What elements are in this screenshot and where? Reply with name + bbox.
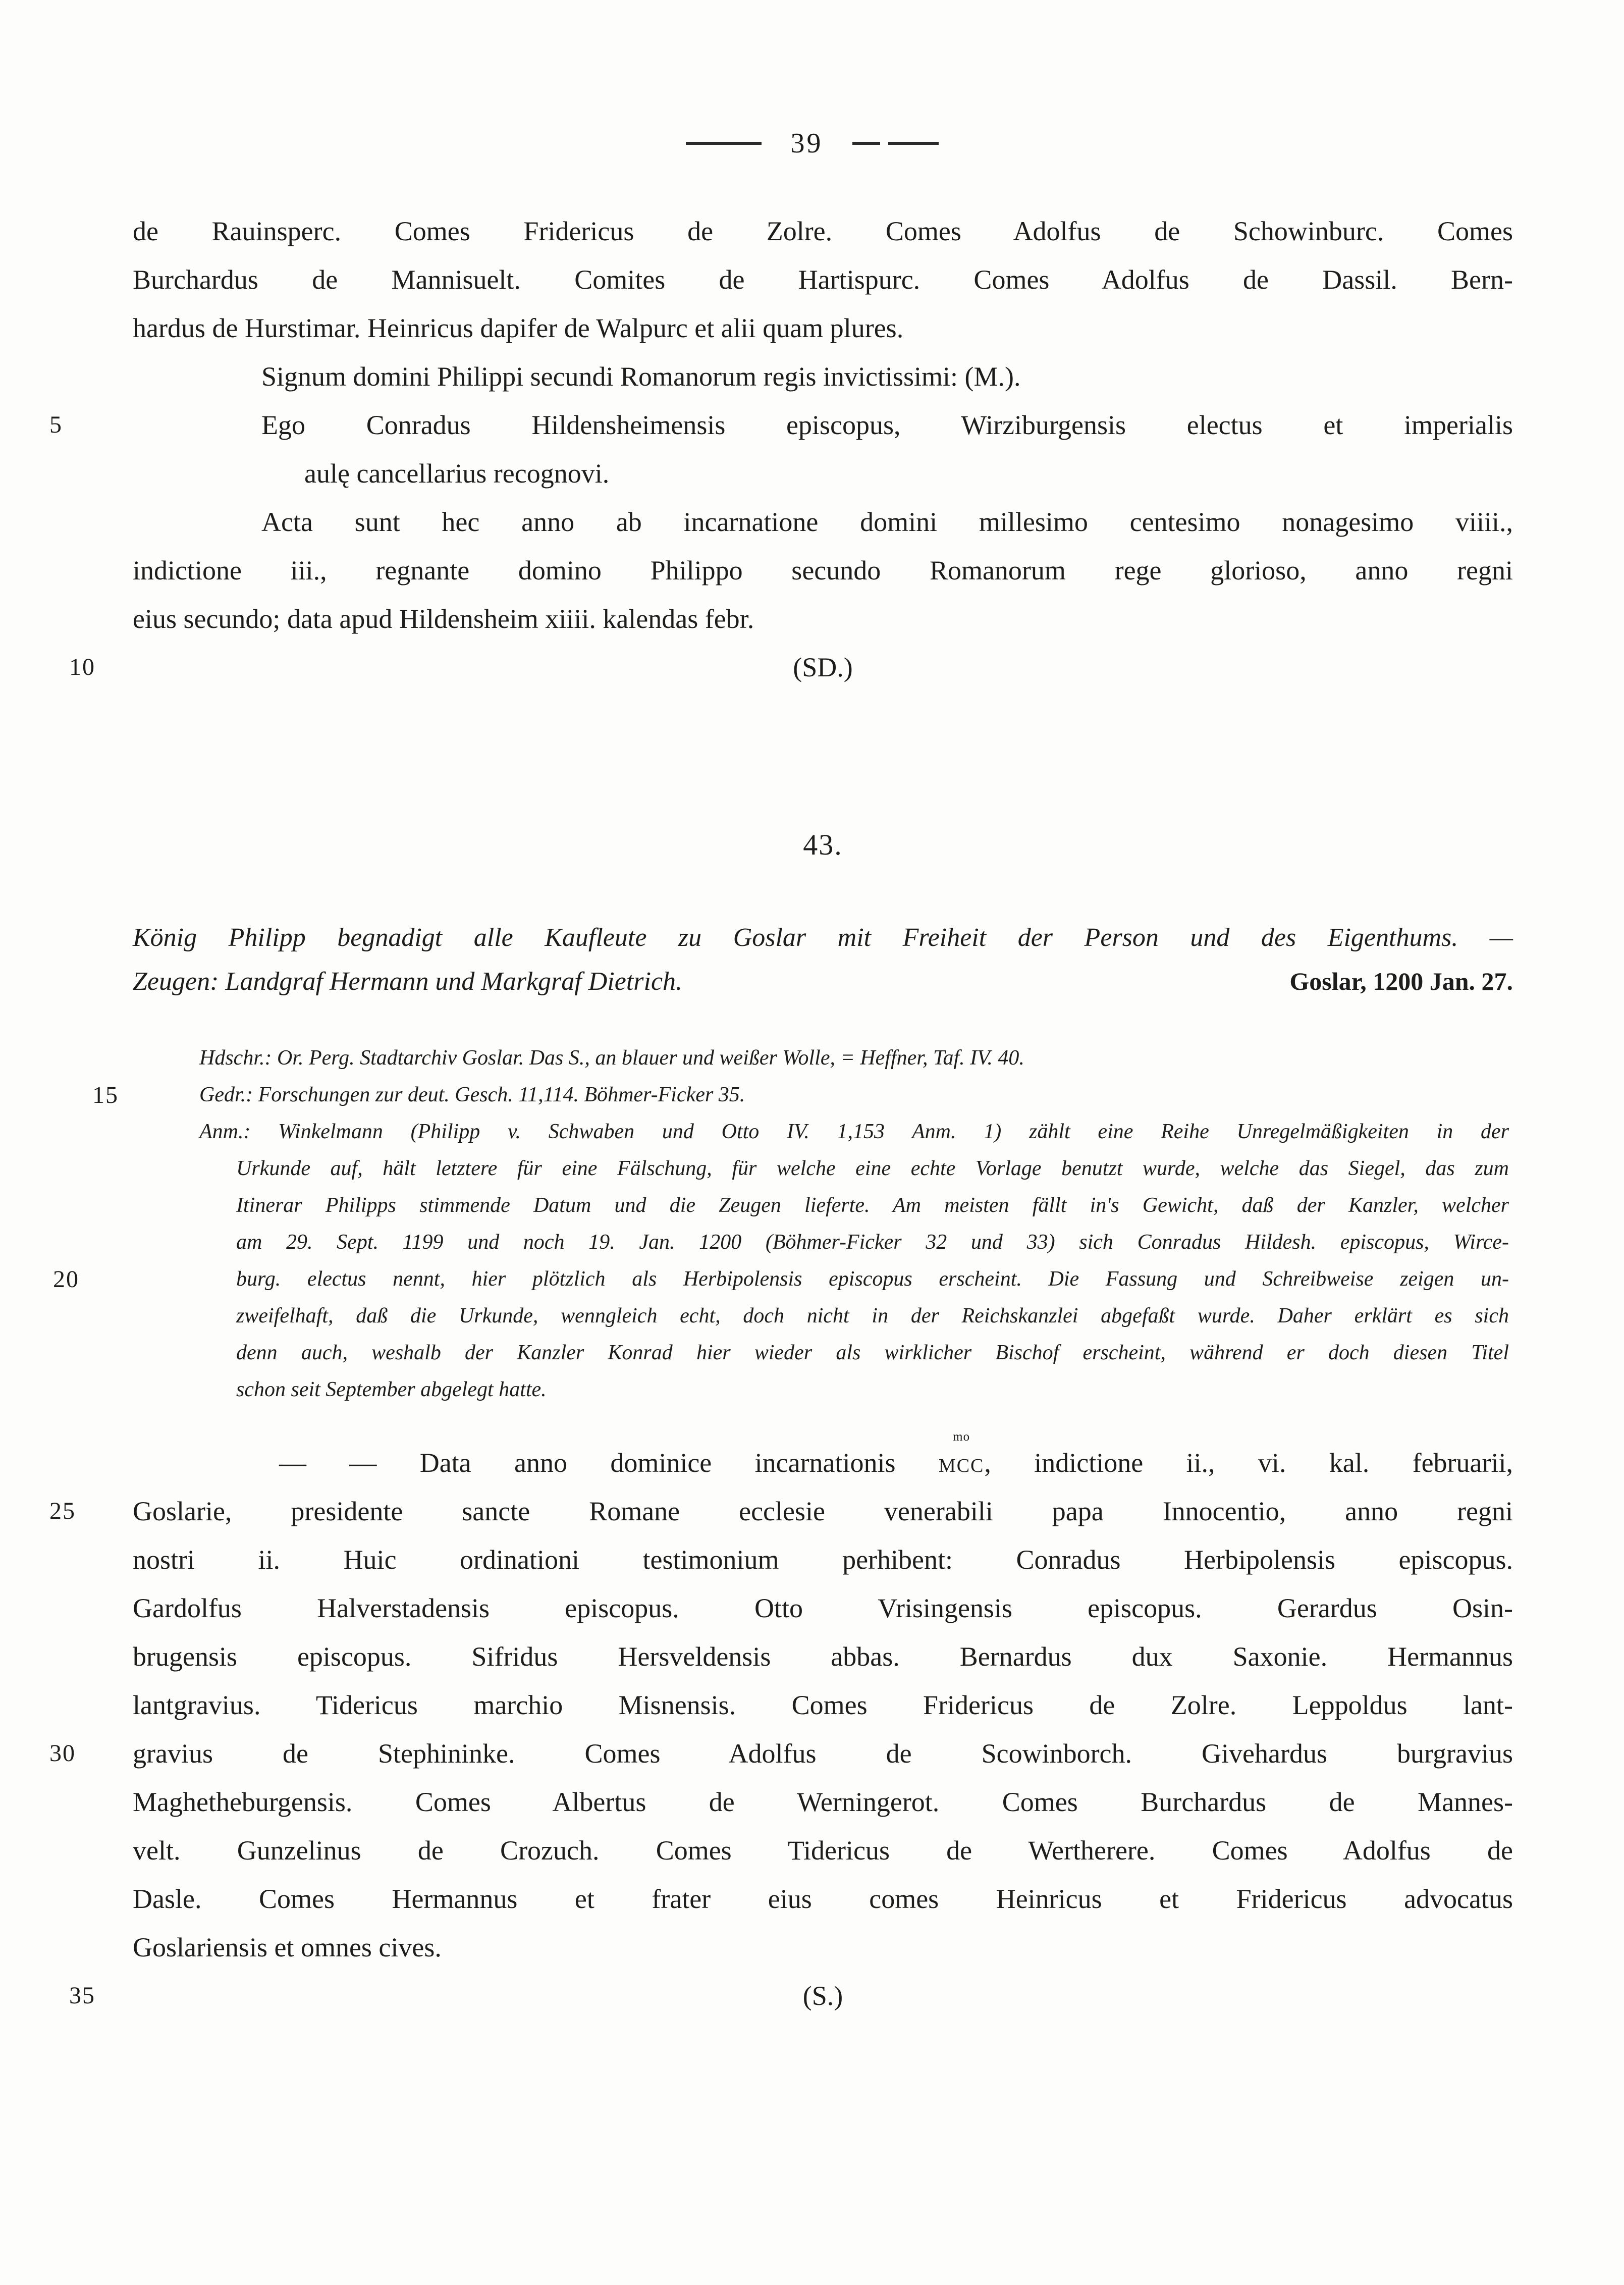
charter-42-continuation xyxy=(49,207,1513,692)
margin-line-number-25: 25 xyxy=(49,1498,76,1524)
header-rule-left xyxy=(686,142,762,145)
text-line: Gardolfus Halverstadensis episcopus. Otto Vrisingensis episcopus. Gerardus Osin- xyxy=(133,1593,1513,1623)
seal-mark-line xyxy=(69,1972,1513,2020)
text-line: aulę cancellarius recognovi. xyxy=(304,458,610,489)
roman-numeral-mcc xyxy=(938,1429,985,1487)
seal-mark-line xyxy=(69,643,1513,692)
margin-line-number-10: 10 xyxy=(69,654,95,680)
mcc-superscript: mo xyxy=(953,1429,970,1444)
regest-text: Zeugen: Landgraf Hermann und Markgraf Dietrich. xyxy=(133,967,683,996)
text-line: Burchardus de Mannisuelt. Comites de Hartispurc. Comes Adolfus de Dassil. Bern- xyxy=(133,264,1513,295)
text-line: hardus de Hurstimar. Heinricus dapifer de Walpurc et alii quam plures. xyxy=(133,313,904,343)
apparatus-gedr-line xyxy=(92,1077,1509,1113)
margin-line-number-30: 30 xyxy=(49,1740,76,1767)
header-rule-right xyxy=(852,142,939,145)
regest xyxy=(133,916,1513,1003)
line-text: Gedr.: Forschungen zur deut. Gesch. 11,114. Böhmer-Ficker 35. xyxy=(199,1083,745,1106)
apparatus-anm-line: zweifelhaft, daß die Urkunde, wenngleich echt, doch nicht in der Reichskanzlei abgefaßt wurde. Daher erklärt es sich xyxy=(236,1304,1509,1327)
mcc-base: mcc xyxy=(938,1448,985,1478)
apparatus-anm-line: Itinerar Philipps stimmende Datum und die Zeugen lieferte. Am meisten fällt in's Gewicht, daß der Kanzler, welcher xyxy=(236,1194,1509,1217)
text-line: Dasle. Comes Hermannus et frater eius comes Heinricus et Fridericus advocatus xyxy=(133,1884,1513,1914)
charter-43-text xyxy=(49,1429,1513,2020)
text-line: Maghetheburgensis. Comes Albertus de Werningerot. Comes Burchardus de Mannes- xyxy=(133,1787,1513,1817)
apparatus-anm-line: am 29. Sept. 1199 und noch 19. Jan. 1200 (Böhmer-Ficker 32 und 33) sich Conradus Hildesh. episcopus, Wirce- xyxy=(236,1231,1509,1254)
margin-line-number-35: 35 xyxy=(69,1982,95,2009)
line-text: — — Data anno dominice incarnationis xyxy=(279,1448,939,1478)
margin-line-number-15: 15 xyxy=(92,1082,119,1108)
text-line: brugensis episcopus. Sifridus Hersveldensis abbas. Bernardus dux Saxonie. Hermannus xyxy=(133,1641,1513,1672)
text-line: indictione iii., regnante domino Philippo secundo Romanorum rege glorioso, anno regni xyxy=(133,555,1513,586)
seal-mark: (SD.) xyxy=(793,652,853,682)
page-number: 39 xyxy=(790,128,823,159)
apparatus-anm-line: Anm.: Winkelmann (Philipp v. Schwaben und Otto IV. 1,153 Anm. 1) zählt eine Reihe Unregelmäßigkeiten in der xyxy=(199,1120,1509,1143)
margin-line-number-20: 20 xyxy=(53,1266,79,1293)
regest-line xyxy=(133,960,1513,1003)
text-line: Acta sunt hec anno ab incarnatione domini millesimo centesimo nonagesimo viiii., xyxy=(261,507,1513,537)
text-line: Goslariensis et omnes cives. xyxy=(133,1932,442,1962)
apparatus-hdschr-line: Hdschr.: Or. Perg. Stadtarchiv Goslar. Das S., an blauer und weißer Wolle, = Heffner, Taf. IV. 40. xyxy=(199,1046,1024,1070)
seal-mark: (S.) xyxy=(802,1981,843,2011)
text-line xyxy=(49,1729,1513,1778)
signum-line: Signum domini Philippi secundi Romanorum regis invictissimi: (M.). xyxy=(261,361,1021,392)
charter-number-heading: 43. xyxy=(803,828,843,861)
regest-line: König Philipp begnadigt alle Kaufleute zu Goslar mit Freiheit der Person und des Eigenthums. — xyxy=(133,923,1513,952)
apparatus xyxy=(53,1040,1509,1408)
header-rule-right-short xyxy=(852,142,880,145)
header-rule-right-long xyxy=(888,142,939,145)
apparatus-anm-line: denn auch, weshalb der Kanzler Konrad hier wieder als wirklicher Bischof erscheint, während er doch diesen Titel xyxy=(236,1341,1509,1364)
line-text: Goslarie, presidente sancte Romane ecclesie venerabili papa Innocentio, anno regni xyxy=(133,1496,1513,1526)
text-line xyxy=(133,1429,1513,1487)
page-header xyxy=(0,127,1624,160)
text-line xyxy=(49,1487,1513,1535)
text-line: eius secundo; data apud Hildensheim xiiii. kalendas febr. xyxy=(133,604,754,634)
text-line: velt. Gunzelinus de Crozuch. Comes Tidericus de Wertherere. Comes Adolfus de xyxy=(133,1835,1513,1866)
apparatus-anm-line: Urkunde auf, hält letztere für eine Fälschung, für welche eine echte Vorlage benutzt wurde, welche das Siegel, das zum xyxy=(236,1157,1509,1180)
charter-date: Goslar, 1200 Jan. 27. xyxy=(1289,967,1513,995)
margin-line-number-5: 5 xyxy=(49,411,63,438)
text-line: de Rauinsperc. Comes Fridericus de Zolre. Comes Adolfus de Schowinburc. Comes xyxy=(133,216,1513,246)
line-text: Ego Conradus Hildensheimensis episcopus, Wirziburgensis electus et imperialis xyxy=(261,410,1513,440)
apparatus-anm-line: schon seit September abgelegt hatte. xyxy=(236,1378,547,1401)
line-text: gravius de Stephininke. Comes Adolfus de Scowinborch. Givehardus burgravius xyxy=(133,1738,1513,1769)
line-text: burg. electus nennt, hier plötzlich als Herbipolensis episcopus erscheint. Die Fassung und Schreibweise zeigen un- xyxy=(236,1267,1509,1291)
text-line: lantgravius. Tidericus marchio Misnensis. Comes Fridericus de Zolre. Leppoldus lant- xyxy=(133,1690,1513,1720)
line-text: , indictione ii., vi. kal. februarii, xyxy=(984,1448,1513,1478)
text-line xyxy=(49,401,1513,449)
apparatus-anm-line xyxy=(53,1261,1509,1298)
text-line: nostri ii. Huic ordinationi testimonium perhibent: Conradus Herbipolensis episcopus. xyxy=(133,1545,1513,1575)
